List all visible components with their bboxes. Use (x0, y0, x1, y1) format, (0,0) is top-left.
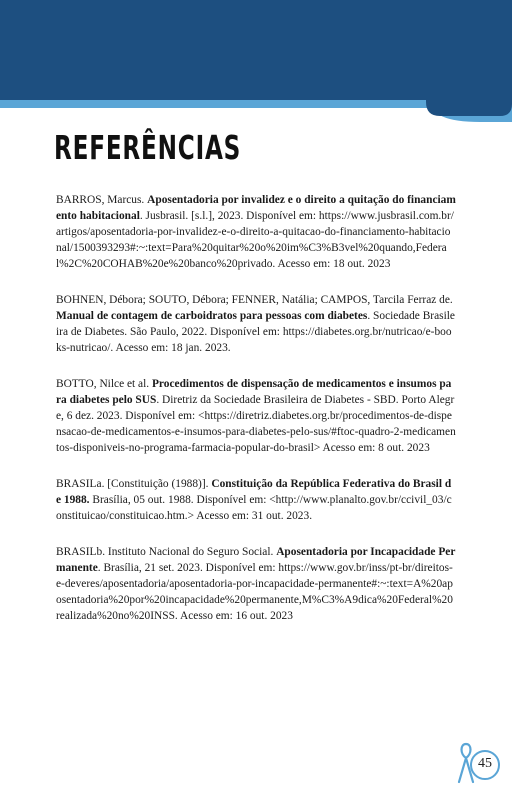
reference-item (56, 376, 456, 456)
page-title: REFERÊNCIAS (54, 128, 242, 167)
reference-item (56, 544, 456, 624)
reference-title: Aposentadoria por Incapacidade Permanente (56, 546, 456, 574)
reference-authors: BRASILb. Instituto Nacional do Seguro Social. (56, 546, 277, 558)
reference-item (56, 476, 456, 524)
reference-authors: BOHNEN, Débora; SOUTO, Débora; FENNER, Natália; CAMPOS, Tarcila Ferraz de. (56, 294, 453, 306)
reference-title: Constituição da República Federativa do Brasil de 1988. (56, 478, 452, 506)
reference-details: . Diretriz da Sociedade Brasileira de Diabetes - SBD. Porto Alegre, 6 dez. 2023. Disponível em: <https://diretriz.diabetes.org.br/procedimentos-de-dispensacao-de-medicamentos-e-insumos-para-diabetes-pelo-sus/#ftoc-quadro-2-medicamentos-disponiveis-no-programa-farmacia-popular-do-brasil> Acesso em: 8 out. 2023 (56, 394, 456, 454)
reference-details: Brasília, 05 out. 1988. Disponível em: <http://www.planalto.gov.br/ccivil_03/constituicao/constituicao.htm.> Acesso em: 31 out. 2023. (56, 494, 452, 522)
reference-title: Procedimentos de dispensação de medicamentos e insumos para diabetes pelo SUS (56, 378, 452, 406)
reference-details: . Jusbrasil. [s.l.], 2023. Disponível em: https://www.jusbrasil.com.br/artigos/aposentadoria-por-invalidez-e-o-direito-a-quitacao-do-financiamento-habitacional/1500393293#:~:text=Para%20quitar%20o%20im%C3%B3vel%20quando,Federal%2C%20COHAB%20e%20banco%20privado. Acesso em: 18 out. 2023 (56, 210, 454, 270)
header-banner (0, 0, 512, 125)
reference-item (56, 292, 456, 356)
reference-details: . Brasília, 21 set. 2023. Disponível em: https://www.gov.br/inss/pt-br/direitos-e-deveres/aposentadoria/aposentadoria-por-incapacidade-permanente#:~:text=A%20aposentadoria%20por%20incapacidade%20permanente,M%C3%A9dica%20Federal%20realizada%20no%20INSS. Acesso em: 16 out. 2023 (56, 562, 453, 622)
reference-details: . Sociedade Brasileira de Diabetes. São Paulo, 2022. Disponível em: https://diabetes.org.br/nutricao/e-books-nutricao/. Acesso em: 18 jan. 2023. (56, 310, 455, 354)
reference-authors: BOTTO, Nilce et al. (56, 378, 152, 390)
reference-item (56, 192, 456, 272)
reference-authors: BRASILa. [Constituição (1988)]. (56, 478, 212, 490)
reference-title: Aposentadoria por invalidez e o direito a quitação do financiamento habitacional (56, 194, 456, 222)
reference-authors: BARROS, Marcus. (56, 194, 148, 206)
reference-title: Manual de contagem de carboidratos para pessoas com diabetes (56, 310, 368, 322)
reference-list (56, 192, 456, 644)
header-navy (0, 0, 512, 116)
page-number: 45 (478, 756, 492, 771)
